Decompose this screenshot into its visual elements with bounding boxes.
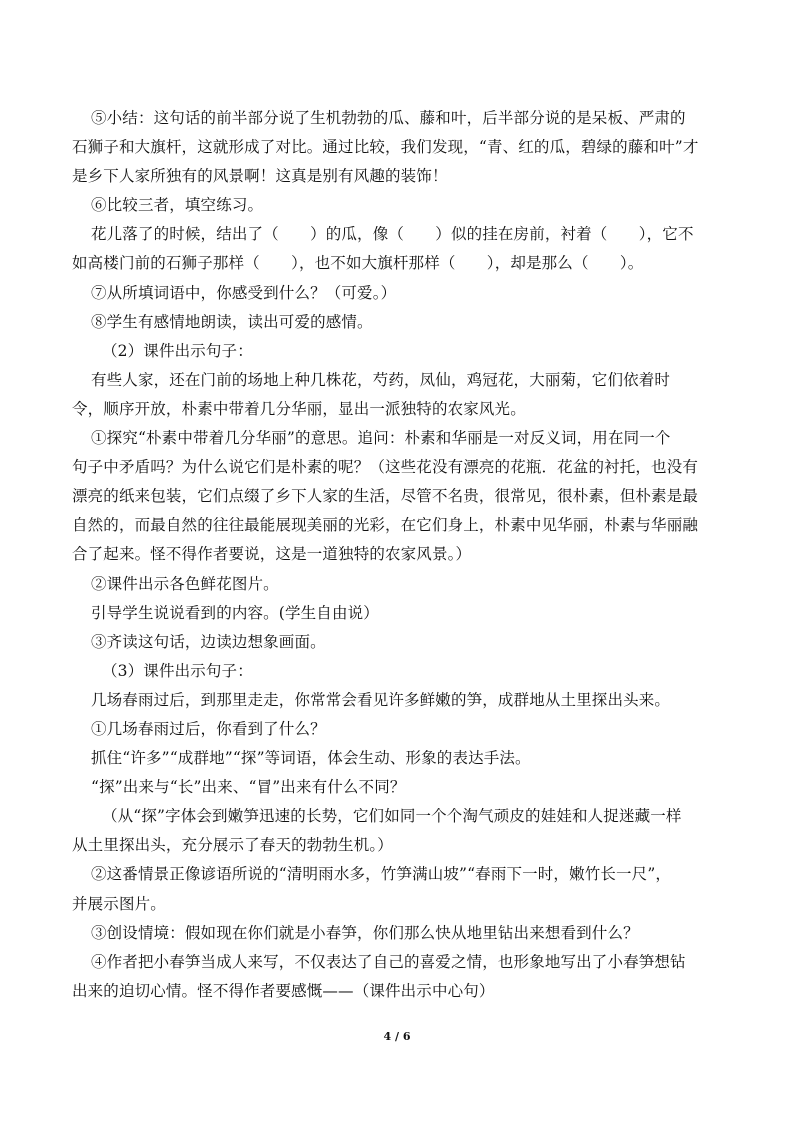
paragraph-line: 并展示图片。 [72, 894, 166, 913]
paragraph-line: 令，顺序开放，朴素中带着几分华丽，显出一派独特的农家风光。 [72, 399, 526, 418]
paragraph-line: ②课件出示各色鲜花图片。 [91, 574, 279, 593]
paragraph-line: 有些人家，还在门前的场地上种几株花，芍药，凤仙，鸡冠花，大丽菊，它们依着时 [91, 370, 671, 389]
paragraph-line: 引导学生说说看到的内容。(学生自由说） [91, 603, 379, 622]
paragraph-line: ③创设情境：假如现在你们就是小春笋，你们那么快从地里钻出来想看到什么？ [91, 923, 639, 942]
paragraph-line: 合了起来。怪不得作者要说，这是一道独特的农家风景。） [72, 545, 472, 564]
paragraph-line: 花儿落了的时候，结出了（ ）的瓜，像（ ）似的挂在房前，衬着（ ），它不 [91, 225, 694, 244]
paragraph-line: ⑥比较三者，填空练习。 [91, 196, 264, 215]
paragraph-line: 句子中矛盾吗？为什么说它们是朴素的呢？（这些花没有漂亮的花瓶．花盆的衬托，也没有 [72, 458, 699, 477]
paragraph-line: 几场春雨过后，到那里走走，你常常会看见许多鲜嫩的笋，成群地从土里探出头来。 [91, 690, 671, 709]
paragraph-line: 抓住“许多”“成群地”“探”等词语，体会生动、形象的表达手法。 [91, 749, 531, 768]
paragraph-line: ④作者把小春笋当成人来写，不仅表达了自己的喜爱之情，也形象地写出了小春笋想钻 [91, 952, 686, 971]
page-number: 4 / 6 [383, 1030, 411, 1043]
document-body [72, 104, 722, 1006]
paragraph-line: 如高楼门前的石狮子那样（ ），也不如大旗杆那样（ ），却是那么（ ）。 [72, 254, 644, 273]
paragraph-line: （从“探”字体会到嫩笋迅速的长势，它们如同一个个淘气顽皮的娃娃和人捉迷藏一样 [102, 807, 682, 826]
paragraph-line: ①几场春雨过后，你看到了什么？ [91, 719, 326, 738]
section-heading: （2）课件出示句子： [102, 341, 253, 360]
paragraph-line: “探”出来与“长”出来、“冒”出来有什么不同？ [91, 778, 406, 797]
paragraph-line: ②这番情景正像谚语所说的“清明雨水多，竹笋满山坡”“春雨下一时，嫩竹长一尺”， [91, 865, 672, 884]
paragraph-line: 是乡下人家所独有的风景啊！这真是别有风趣的装饰！ [72, 167, 448, 186]
paragraph-line: 漂亮的纸来包装，它们点缀了乡下人家的生活，尽管不名贵，很常见，很朴素，但朴素是最 [72, 487, 699, 506]
paragraph-line: 从土里探出头，充分展示了春天的勃勃生机。） [72, 836, 393, 855]
paragraph-line: ⑦从所填词语中，你感受到什么？（可爱。） [91, 283, 397, 302]
paragraph-line: ①探究“朴素中带着几分华丽”的意思。追问：朴素和华丽是一对反义词，用在同一个 [91, 429, 671, 448]
section-heading: （3）课件出示句子： [102, 661, 253, 680]
paragraph-line: ⑤小结：这句话的前半部分说了生机勃勃的瓜、藤和叶，后半部分说的是呆板、严肃的 [91, 109, 686, 127]
paragraph-line: 自然的，而最自然的往往最能展现美丽的光彩，在它们身上，朴素中见华丽，朴素与华丽融 [72, 516, 699, 535]
paragraph-line: ③齐读这句话，边读边想象画面。 [91, 632, 326, 651]
paragraph-line: 石狮子和大旗杆，这就形成了对比。通过比较，我们发现，“青、红的瓜，碧绿的藤和叶”才 [72, 138, 699, 157]
paragraph-line: 出来的迫切心情。怪不得作者要感慨——（课件出示中心句） [72, 981, 495, 1000]
paragraph-line: ⑧学生有感情地朗读，读出可爱的感情。 [91, 312, 373, 331]
